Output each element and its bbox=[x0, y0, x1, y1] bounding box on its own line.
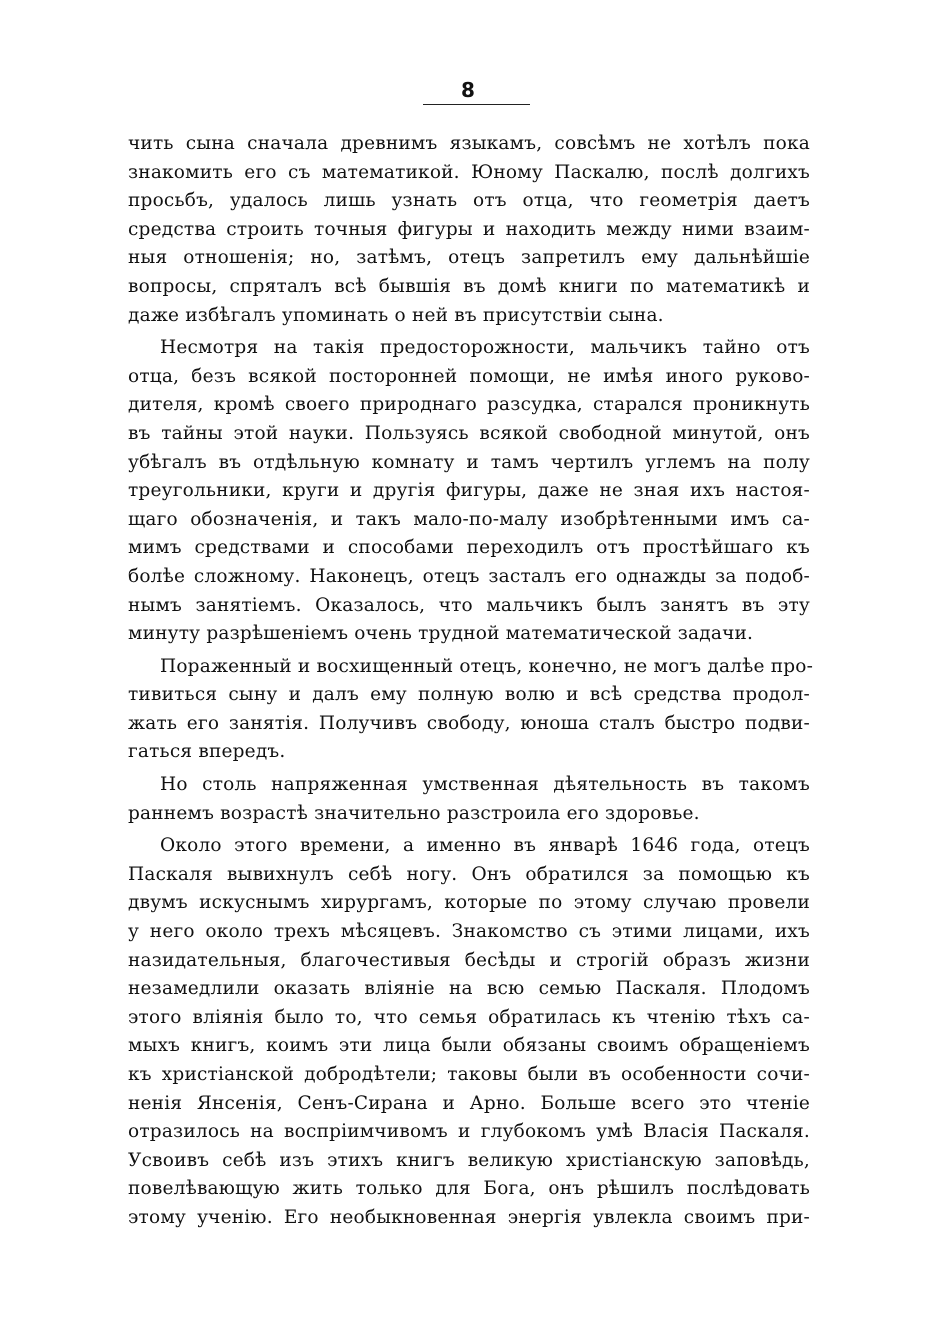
text-line: ненія Янсенія, Сенъ-Сирана и Арно. Больше всего это чтеніе bbox=[128, 1092, 810, 1114]
text-line: нымъ занятіемъ. Оказалось, что мальчикъ былъ занятъ въ эту bbox=[128, 594, 810, 616]
text-line: назидательныя, благочестивыя бесѣды и строгій образъ жизни bbox=[128, 949, 810, 971]
text-line: отца, безъ всякой посторонней помощи, не имѣя иного руково- bbox=[128, 365, 810, 387]
text-line: Пораженный и восхищенный отецъ, конечно, не могъ далѣе про- bbox=[160, 655, 814, 677]
text-line: мыхъ книгъ, коимъ эти лица были обязаны своимъ обращеніемъ bbox=[128, 1035, 810, 1057]
text-line: щаго обозначенія, и такъ мало-по-малу изобрѣтенными имъ са- bbox=[128, 508, 810, 530]
text-line: даже избѣгалъ упоминать о ней въ присутствіи сына. bbox=[128, 304, 664, 326]
text-line: Усвоивъ себѣ изъ этихъ книгъ великую христіанскую заповѣдь, bbox=[128, 1149, 810, 1171]
text-line: Несмотря на такія предосторожности, мальчикъ тайно отъ bbox=[160, 337, 810, 359]
text-body bbox=[128, 130, 814, 1233]
text-line: средства строить точныя фигуры и находить между ними взаим- bbox=[128, 218, 810, 240]
text-line: убѣгалъ въ отдѣльную комнату и тамъ чертилъ углемъ на полу bbox=[128, 451, 810, 473]
text-line: дителя, кромѣ своего природнаго разсудка, старался проникнуть bbox=[128, 394, 810, 416]
page-number: 8 bbox=[461, 78, 475, 102]
text-line: минуту разрѣшеніемъ очень трудной математической задачи. bbox=[128, 623, 754, 645]
text-line: раннемъ возрастѣ значительно разстроила его здоровье. bbox=[128, 802, 700, 824]
text-line: Около этого времени, а именно въ январѣ 1646 года, отецъ bbox=[160, 835, 810, 857]
text-line: отразилось на воспріимчивомъ и глубокомъ умѣ Власія Паскаля. bbox=[128, 1121, 810, 1143]
text-line: этому ученію. Его необыкновенная энергія увлекла своимъ при- bbox=[128, 1206, 810, 1228]
text-line: мимъ средствами и способами переходилъ отъ простѣйшаго къ bbox=[128, 537, 810, 559]
paragraph bbox=[128, 832, 810, 1232]
text-line: къ христіанской добродѣтели; таковы были въ особенности сочи- bbox=[128, 1064, 810, 1085]
header-rule bbox=[423, 104, 530, 105]
text-line: повелѣвающую жить только для Бога, онъ рѣшилъ послѣдовать bbox=[128, 1178, 810, 1200]
text-line: болѣе сложному. Наконецъ, отецъ засталъ его однажды за подоб- bbox=[128, 565, 810, 587]
paragraph bbox=[128, 771, 810, 828]
text-line: ныя отношенія; но, затѣмъ, отецъ запретилъ ему дальнѣйшіе bbox=[128, 247, 810, 269]
text-line: въ тайны этой науки. Пользуясь всякой свободной минутой, онъ bbox=[128, 422, 810, 444]
text-line: у него около трехъ мѣсяцевъ. Знакомство съ этими лицами, ихъ bbox=[128, 921, 810, 943]
text-line: гаться впередъ. bbox=[128, 741, 286, 763]
text-line: просьбъ, удалось лишь узнать отъ отца, что геометрія даетъ bbox=[128, 190, 810, 212]
paragraph bbox=[128, 653, 814, 767]
text-line: треугольники, круги и другія фигуры, даже не зная ихъ настоя- bbox=[128, 480, 810, 502]
text-line: незамедлили оказать вліяніе на всю семью Паскаля. Плодомъ bbox=[128, 978, 810, 1000]
text-line: Но столь напряженная умственная дѣятельность въ такомъ bbox=[160, 774, 810, 796]
text-line: вопросы, спряталъ всѣ бывшія въ домѣ книги по математикѣ и bbox=[128, 275, 810, 297]
text-line: жать его занятія. Получивъ свободу, юноша сталъ быстро подви- bbox=[128, 712, 810, 734]
text-line: чить сына сначала древнимъ языкамъ, совсѣмъ не хотѣлъ пока bbox=[128, 133, 810, 154]
paragraph bbox=[128, 130, 810, 330]
text-line: двумъ искуснымъ хирургамъ, которые по этому случаю провели bbox=[128, 892, 810, 914]
paragraph bbox=[128, 334, 810, 649]
text-line: Паскаля вывихнулъ себѣ ногу. Онъ обратился за помощью къ bbox=[128, 863, 810, 885]
text-line: знакомить его съ математикой. Юному Паскалю, послѣ долгихъ bbox=[128, 161, 810, 183]
text-line: этого вліянія было то, что семья обратилась къ чтенію тѣхъ са- bbox=[128, 1006, 810, 1028]
text-line: тивиться сыну и далъ ему полную волю и всѣ средства продол- bbox=[128, 684, 810, 706]
